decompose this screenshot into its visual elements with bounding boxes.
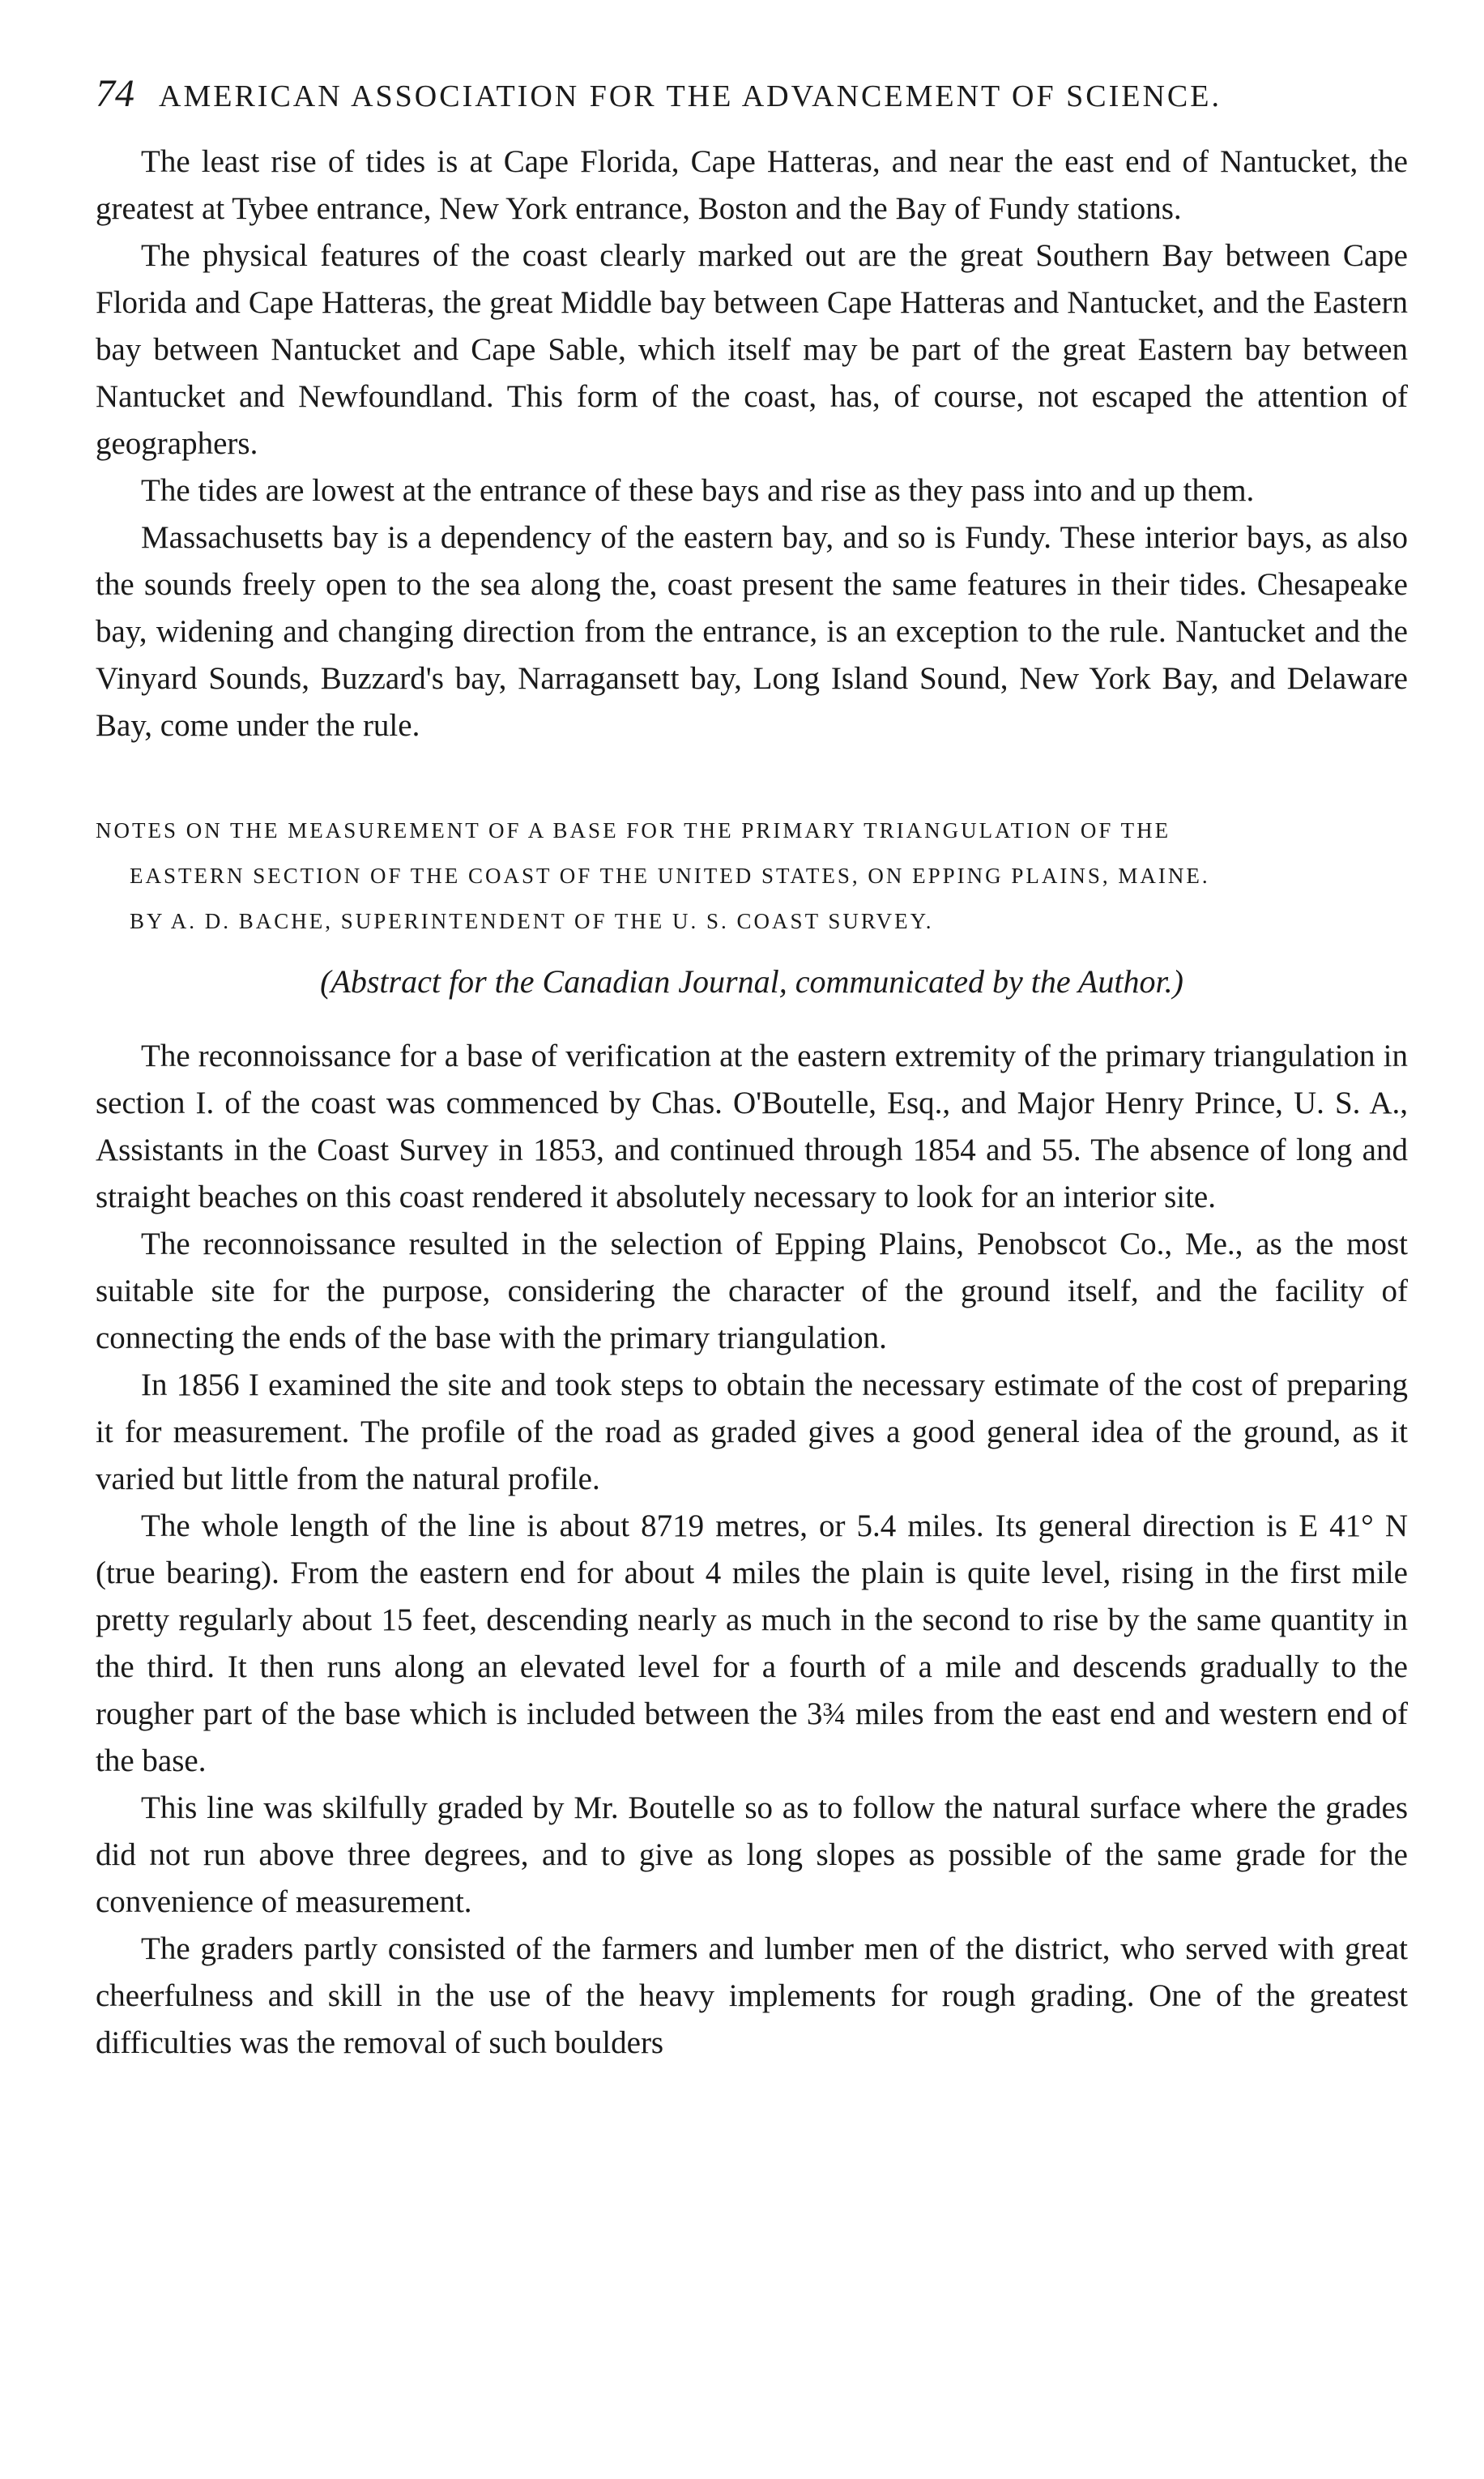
running-title: AMERICAN ASSOCIATION FOR THE ADVANCEMENT OF SCIENCE. <box>159 79 1222 113</box>
paragraph: The physical features of the coast clearly marked out are the great Southern Bay between Cape Florida and Cape Hatteras, the great Middle bay between Cape Hatteras and Nantucket, and the Eastern bay between Nantucket and Cape Sable, which itself may be part of the great Eastern bay between Nantucket and Newfoundland. This form of the coast, has, of course, not escaped the attention of geographers. <box>96 238 1408 461</box>
paragraph: The whole length of the line is about 8719 metres, or 5.4 miles. Its general direction is E 41° N (true bearing). From the eastern end for about 4 miles the plain is quite level, rising in the first mile pretty regularly about 15 feet, descending nearly as much in the second to rise by the same quantity in the third. It then runs along an elevated level for a fourth of a mile and descends gradually to the rougher part of the base which is included between the 3¾ miles from the east end and western end of the base. <box>96 1508 1408 1778</box>
article-title <box>96 808 1408 944</box>
running-header <box>96 71 1408 116</box>
section-spacer <box>96 749 1408 808</box>
page-number: 74 <box>96 72 134 115</box>
article-title-line: EASTERN SECTION OF THE COAST OF THE UNITED STATES, ON EPPING PLAINS, MAINE. <box>130 864 1210 888</box>
paragraph: The tides are lowest at the entrance of these bays and rise as they pass into and up them. <box>141 473 1255 508</box>
paragraph: In 1856 I examined the site and took steps to obtain the necessary estimate of the cost of preparing it for measurement. The profile of the road as graded gives a good general idea of the ground, as it varied but little from the natural profile. <box>96 1368 1408 1496</box>
tides-section <box>96 139 1408 749</box>
paragraph: The reconnoissance for a base of verification at the eastern extremity of the primary triangulation in section I. of the coast was commenced by Chas. O'Boutelle, Esq., and Major Henry Prince, U. S. A., Assistants in the Coast Survey in 1853, and continued through 1854 and 55. The absence of long and straight beaches on this coast rendered it absolutely necessary to look for an interior site. <box>96 1039 1408 1214</box>
paragraph: This line was skilfully graded by Mr. Boutelle so as to follow the natural surface where the grades did not run above three degrees, and to give as long slopes as possible of the same grade for the convenience of measurement. <box>96 1790 1408 1919</box>
article-title-line: NOTES ON THE MEASUREMENT OF A BASE FOR THE PRIMARY TRIANGULATION OF THE <box>96 818 1171 843</box>
paragraph: The graders partly consisted of the farmers and lumber men of the district, who served with great cheerfulness and skill in the use of the heavy implements for rough grading. One of the greatest difficulties was the removal of such boulders <box>96 1931 1408 2060</box>
article-byline: BY A. D. BACHE, SUPERINTENDENT OF THE U. S. COAST SURVEY. <box>130 909 934 933</box>
abstract-note: (Abstract for the Canadian Journal, communicated by the Author.) <box>320 963 1183 1000</box>
paragraph: The reconnoissance resulted in the selection of Epping Plains, Penobscot Co., Me., as the most suitable site for the purpose, considering the character of the ground itself, and the facility of connecting the ends of the base with the primary triangulation. <box>96 1227 1408 1355</box>
paragraph: Massachusetts bay is a dependency of the eastern bay, and so is Fundy. These interior bays, as also the sounds freely open to the sea along the, coast present the same features in their tides. Chesapeake bay, widening and changing direction from the entrance, is an exception to the rule. Nantucket and the Vinyard Sounds, Buzzard's bay, Narragansett bay, Long Island Sound, New York Bay, and Delaware Bay, come under the rule. <box>96 520 1408 743</box>
paragraph: The least rise of tides is at Cape Florida, Cape Hatteras, and near the east end of Nantucket, the greatest at Tybee entrance, New York entrance, Boston and the Bay of Fundy stations. <box>96 144 1408 226</box>
document-page <box>96 71 1408 2067</box>
article-body <box>96 1033 1408 2067</box>
